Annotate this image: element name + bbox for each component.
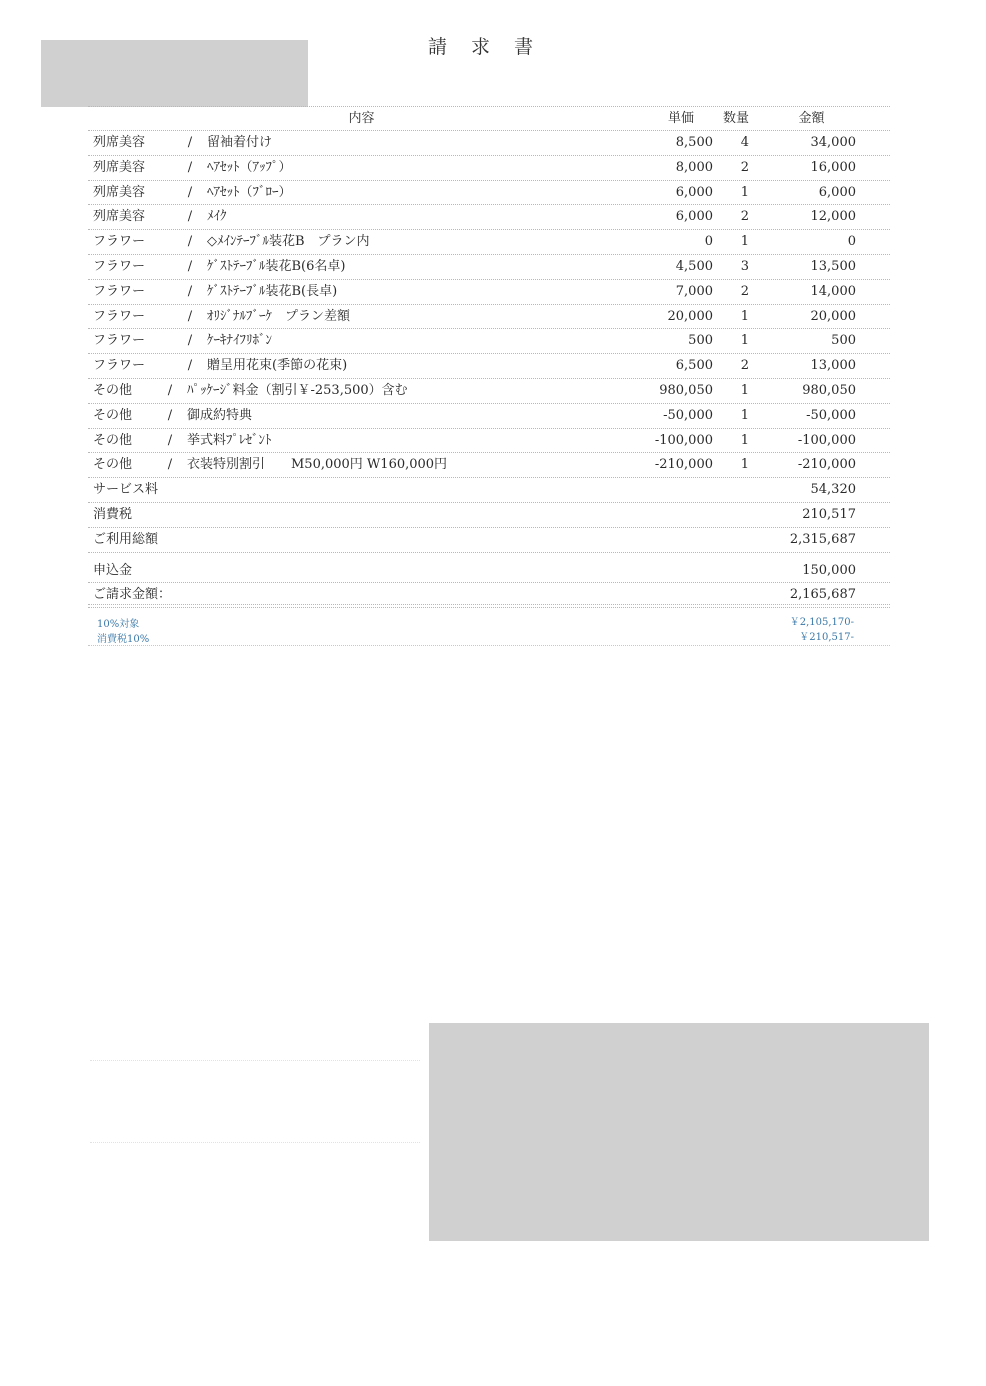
item-name: ｹｰｷﾅｲﾌﾘﾎﾞﾝ: [207, 333, 272, 349]
item-qty: 1: [740, 333, 749, 349]
table-header: [88, 106, 890, 131]
item-separator: /: [167, 382, 173, 398]
table-row: [88, 429, 890, 454]
item-price: 0: [704, 234, 713, 250]
item-separator: /: [187, 258, 193, 274]
item-amount: 14,000: [810, 283, 856, 299]
table-row: [88, 453, 890, 478]
item-price: 6,000: [675, 184, 713, 200]
item-name: ◇ﾒｲﾝﾃｰﾌﾞﾙ装花B プラン内: [207, 234, 370, 250]
summary-amount: 2,165,687: [789, 587, 856, 603]
redacted-area-bottom: [429, 1023, 929, 1241]
table-row: [88, 205, 890, 230]
item-price: 6,000: [675, 209, 713, 225]
item-amount: -50,000: [806, 407, 856, 423]
item-qty: 1: [740, 407, 749, 423]
tax-value-consumption: ￥210,517-: [799, 632, 854, 643]
item-price: -100,000: [654, 432, 713, 448]
item-name: 御成約特典: [187, 407, 253, 423]
header-price: 単価: [667, 111, 694, 126]
item-amount: -210,000: [797, 457, 856, 473]
item-separator: /: [187, 234, 193, 250]
item-price: 4,500: [675, 258, 713, 274]
item-desc: [88, 379, 635, 403]
item-desc: [88, 230, 635, 254]
item-qty: 2: [740, 358, 749, 374]
item-separator: /: [167, 457, 173, 473]
item-name: 留袖着付け: [207, 135, 273, 150]
item-amount: 16,000: [810, 159, 856, 175]
item-desc: [88, 131, 635, 155]
item-category: その他: [93, 407, 133, 423]
table-row: [88, 305, 890, 330]
summary-amount: 54,320: [810, 482, 856, 498]
item-name: ﾍｱｾｯﾄ（ｱｯﾌﾟ）: [207, 159, 292, 175]
item-category: フラワー: [93, 234, 146, 250]
item-price: 7,000: [675, 283, 713, 299]
item-qty: 1: [740, 457, 749, 473]
item-qty: 2: [740, 209, 749, 225]
tax-breakdown: [88, 604, 890, 646]
item-separator: /: [187, 333, 193, 349]
item-amount: 980,050: [802, 382, 856, 398]
summary-row: [88, 478, 890, 503]
item-name: 贈呈用花束(季節の花束): [207, 358, 348, 374]
item-desc: [88, 354, 635, 378]
table-row: [88, 280, 890, 305]
summary-row: [88, 503, 890, 528]
faint-rule: [90, 1060, 420, 1061]
header-amount: 金額: [798, 111, 825, 126]
item-qty: 3: [740, 258, 749, 274]
item-category: フラワー: [93, 308, 146, 324]
summary-amount: 2,315,687: [789, 531, 856, 547]
item-amount: 13,000: [810, 358, 856, 374]
item-name: ｹﾞｽﾄﾃｰﾌﾞﾙ装花B(6名卓): [207, 258, 346, 274]
item-separator: /: [187, 358, 193, 374]
item-price: 8,500: [675, 135, 713, 150]
header-qty: 数量: [723, 111, 750, 126]
item-category: フラワー: [93, 283, 146, 299]
summary-row: [88, 559, 890, 584]
item-desc: [88, 404, 635, 428]
item-category: 列席美容: [93, 135, 146, 150]
item-price: -210,000: [654, 457, 713, 473]
item-price: -50,000: [663, 407, 713, 423]
item-qty: 4: [740, 135, 749, 150]
item-desc: [88, 429, 635, 453]
item-separator: /: [187, 209, 193, 225]
summary-label: サービス料: [93, 482, 159, 498]
item-name: ｵﾘｼﾞﾅﾙﾌﾞｰｹ プラン差額: [207, 308, 351, 324]
item-desc: [88, 156, 635, 180]
summary-amount: 210,517: [802, 506, 856, 522]
item-rows: [88, 131, 890, 478]
item-category: フラワー: [93, 258, 146, 274]
item-name: 衣装特別割引 M50,000円 W160,000円: [187, 457, 448, 473]
table-row: [88, 354, 890, 379]
item-separator: /: [187, 283, 193, 299]
item-desc: [88, 329, 635, 353]
summary-amount: 150,000: [802, 562, 856, 578]
item-category: その他: [93, 432, 133, 448]
faint-rule: [90, 1142, 420, 1143]
table-row: [88, 255, 890, 280]
header-desc: 内容: [348, 111, 375, 126]
item-desc: [88, 305, 635, 329]
item-amount: 500: [831, 333, 856, 349]
summary-row: [88, 528, 890, 553]
item-desc: [88, 205, 635, 229]
item-category: その他: [93, 382, 133, 398]
item-separator: /: [187, 184, 193, 200]
table-row: [88, 131, 890, 156]
invoice-table: [88, 106, 890, 608]
item-category: フラワー: [93, 358, 146, 374]
item-separator: /: [167, 407, 173, 423]
item-amount: 0: [847, 234, 856, 250]
item-qty: 2: [740, 283, 749, 299]
item-category: 列席美容: [93, 184, 146, 200]
item-amount: 34,000: [810, 135, 856, 150]
tax-label-consumption: 消費税10%: [97, 634, 150, 645]
item-category: その他: [93, 457, 133, 473]
table-row: [88, 230, 890, 255]
item-separator: /: [187, 159, 193, 175]
item-qty: 1: [740, 432, 749, 448]
item-name: 挙式料ﾌﾟﾚｾﾞﾝﾄ: [187, 432, 272, 448]
summary-rows: [88, 478, 890, 552]
summary-label: ご請求金額：: [93, 587, 172, 603]
item-qty: 1: [740, 184, 749, 200]
item-name: ﾊﾟｯｹｰｼﾞ料金（割引￥-253,500）含む: [187, 382, 408, 398]
item-desc: [88, 255, 635, 279]
item-separator: /: [187, 308, 193, 324]
tax-label-10pct-target: 10%対象: [97, 619, 140, 630]
item-price: 980,050: [659, 382, 713, 398]
tax-value-10pct-target: ￥2,105,170-: [789, 617, 854, 628]
item-amount: 13,500: [810, 258, 856, 274]
summary-label: 消費税: [93, 506, 133, 522]
item-amount: 6,000: [818, 184, 856, 200]
item-qty: 2: [740, 159, 749, 175]
item-category: フラワー: [93, 333, 146, 349]
item-desc: [88, 280, 635, 304]
item-desc: [88, 181, 635, 205]
item-qty: 1: [740, 308, 749, 324]
summary-rows-2: [88, 559, 890, 609]
item-qty: 1: [740, 234, 749, 250]
item-qty: 1: [740, 382, 749, 398]
item-amount: 12,000: [810, 209, 856, 225]
item-price: 500: [688, 333, 713, 349]
table-row: [88, 329, 890, 354]
summary-label: 申込金: [93, 562, 133, 578]
item-name: ﾍｱｾｯﾄ（ﾌﾞﾛｰ）: [207, 184, 292, 200]
item-price: 8,000: [675, 159, 713, 175]
item-name: ｹﾞｽﾄﾃｰﾌﾞﾙ装花B(長卓): [207, 283, 338, 299]
item-separator: /: [167, 432, 173, 448]
item-amount: 20,000: [810, 308, 856, 324]
table-row: [88, 181, 890, 206]
document-title: 請 求 書: [427, 36, 543, 58]
table-row: [88, 156, 890, 181]
item-category: 列席美容: [93, 159, 146, 175]
table-row: [88, 404, 890, 429]
item-price: 6,500: [675, 358, 713, 374]
summary-label: ご利用総額: [93, 531, 159, 547]
item-name: ﾒｲｸ: [207, 209, 227, 225]
item-amount: -100,000: [797, 432, 856, 448]
table-row: [88, 379, 890, 404]
item-separator: /: [187, 135, 193, 150]
item-price: 20,000: [667, 308, 713, 324]
item-desc: [88, 453, 635, 477]
item-category: 列席美容: [93, 209, 146, 225]
